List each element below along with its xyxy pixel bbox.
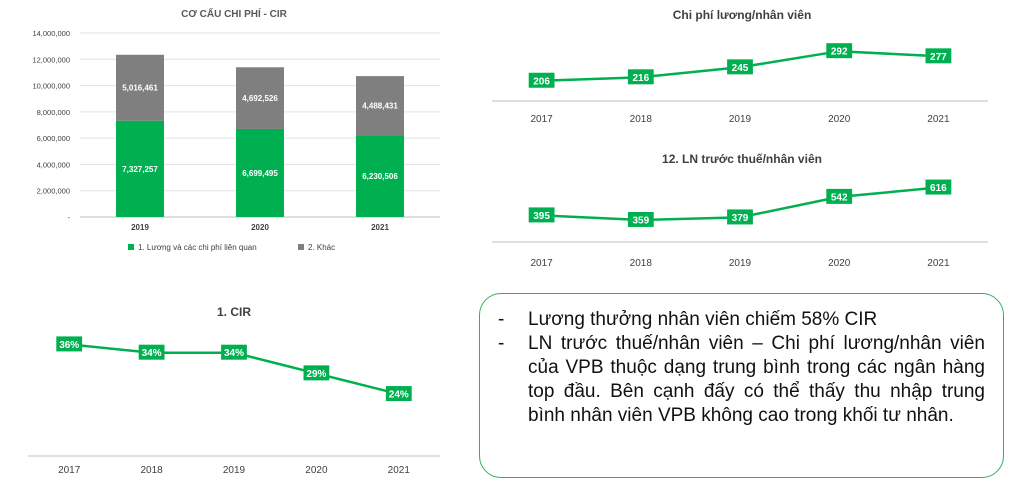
y-tick-label: 4,000,000	[36, 160, 70, 170]
bullet-dash: -	[498, 309, 505, 330]
chart-title: 1. CIR	[216, 305, 252, 319]
data-label: 34%	[141, 348, 162, 360]
data-label: 6,699,495	[242, 168, 278, 178]
x-tick-label: 2019	[728, 258, 752, 269]
data-label: 542	[830, 192, 848, 204]
chart-title: 12. LN trước thuế/nhân viên	[662, 152, 822, 166]
x-tick-label: 2018	[629, 258, 652, 269]
data-label: 24%	[388, 389, 409, 401]
data-label: 292	[830, 46, 848, 58]
x-tick-label: 2021	[927, 114, 950, 125]
note-item	[498, 308, 985, 332]
legend-label-salary: 1. Lương và các chi phí liên quan	[138, 243, 257, 252]
data-label: 395	[533, 210, 550, 222]
legend-label-other: 2. Khác	[308, 243, 336, 252]
x-tick-label: 2020	[305, 465, 328, 476]
x-tick-label: 2021	[927, 258, 950, 269]
notes-box	[479, 293, 1004, 478]
x-tick-label: 2018	[140, 465, 163, 476]
cost-structure-chart	[0, 0, 470, 270]
y-tick-label: 8,000,000	[36, 107, 70, 117]
legend-swatch-salary	[128, 244, 134, 250]
data-label: 6,230,506	[362, 172, 398, 182]
data-label: 277	[930, 51, 947, 63]
data-label: 379	[731, 212, 749, 224]
legend-swatch-other	[298, 244, 304, 250]
x-tick-label: 2019	[222, 465, 246, 476]
data-label: 5,016,461	[122, 83, 158, 93]
y-tick-label: 14,000,000	[32, 29, 70, 38]
y-tick-label: 2,000,000	[36, 186, 70, 196]
data-label: 4,488,431	[362, 101, 398, 111]
salary-per-staff-chart	[478, 0, 1024, 135]
x-tick-label: 2018	[629, 114, 652, 125]
data-label: 359	[632, 215, 650, 227]
x-tick-label: 2021	[387, 465, 410, 476]
data-label: 216	[632, 72, 650, 84]
x-tick-label: 2020	[828, 114, 851, 125]
y-tick-label: -	[67, 213, 70, 222]
data-label: 7,327,257	[122, 164, 158, 174]
legend	[128, 243, 335, 252]
x-tick-label: 2019	[728, 114, 752, 125]
note-text: LN trước thuế/nhân viên – Chi phí lương/nhân viên của VPB thuộc dạng trung bình trong các ngân hàng top đầu. Bên cạnh đấy có thể thấy thu nhập trung bình nhân viên VPB không cao trong khối tư nhân.	[528, 333, 985, 426]
data-label: 206	[533, 76, 550, 88]
bullet-dash: -	[498, 333, 505, 354]
data-label: 4,692,526	[242, 94, 278, 104]
x-tick-label: 2019	[131, 223, 149, 232]
data-label: 34%	[223, 348, 245, 360]
data-label: 616	[930, 183, 947, 195]
x-tick-label: 2020	[828, 258, 851, 269]
note-item	[498, 332, 985, 428]
x-tick-label: 2020	[251, 223, 269, 232]
y-tick-label: 10,000,000	[32, 81, 70, 91]
note-text: Lương thưởng nhân viên chiếm 58% CIR	[528, 309, 878, 330]
x-tick-label: 2017	[530, 258, 553, 269]
chart-title: CƠ CẤU CHI PHÍ - CIR	[181, 9, 287, 20]
x-tick-label: 2017	[530, 114, 553, 125]
y-tick-label: 12,000,000	[32, 55, 70, 65]
cir-chart	[0, 292, 470, 487]
x-tick-label: 2017	[58, 465, 81, 476]
y-tick-label: 6,000,000	[36, 134, 70, 144]
pbt-per-staff-chart	[478, 142, 1024, 272]
data-label: 245	[731, 62, 749, 74]
data-label: 36%	[59, 339, 80, 351]
x-tick-label: 2021	[371, 223, 389, 232]
chart-title: Chi phí lương/nhân viên	[672, 8, 812, 22]
data-label: 29%	[306, 368, 327, 380]
